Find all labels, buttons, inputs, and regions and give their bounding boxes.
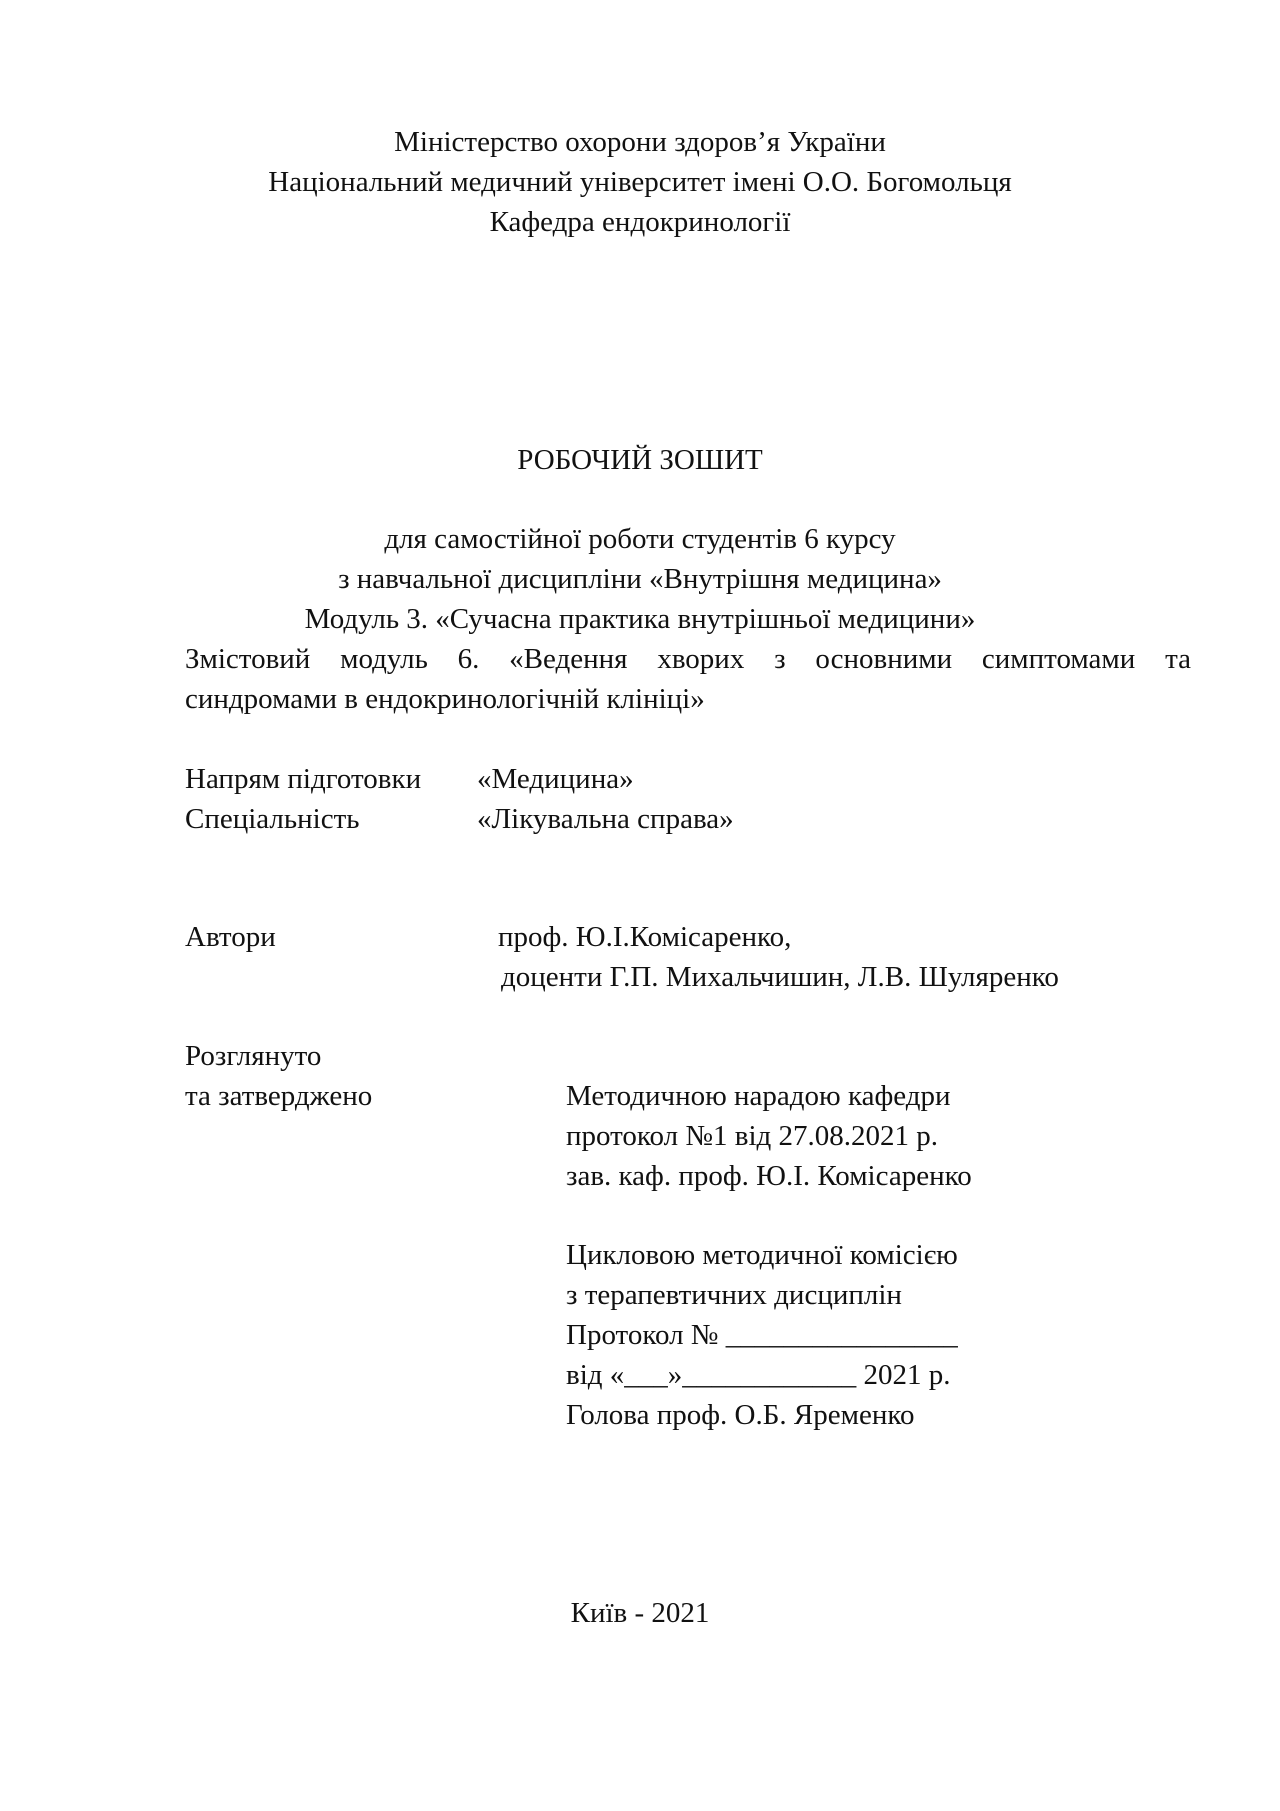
document-title: РОБОЧИЙ ЗОШИТ <box>517 444 763 476</box>
direction-label: Напрям підготовки <box>185 763 422 795</box>
department-head: зав. каф. проф. Ю.І. Комісаренко <box>566 1160 972 1192</box>
authors-label: Автори <box>185 921 276 953</box>
title-line-2: з навчальної дисципліни «Внутрішня медицина» <box>338 563 942 595</box>
ministry-name: Міністерство охорони здоров’я України <box>394 126 886 158</box>
commission-disciplines: з терапевтичних дисциплін <box>566 1279 902 1311</box>
university-name: Національний медичний університет імені О.О. Богомольця <box>268 166 1012 198</box>
approval-label-1: Розглянуто <box>185 1040 322 1072</box>
authors-line-1: проф. Ю.І.Комісаренко, <box>498 921 792 953</box>
commission-name: Цикловою методичної комісією <box>566 1239 958 1271</box>
direction-value: «Медицина» <box>477 763 634 795</box>
department-name: Кафедра ендокринології <box>489 206 791 238</box>
title-line-4: Змістовий модуль 6. «Ведення хворих з основними симптомами та <box>185 643 1191 675</box>
authors-line-2: доценти Г.П. Михальчишин, Л.В. Шуляренко <box>501 961 1059 993</box>
commission-protocol: Протокол № ________________ <box>566 1319 958 1351</box>
title-line-1: для самостійної роботи студентів 6 курсу <box>384 523 896 555</box>
department-protocol: протокол №1 від 27.08.2021 р. <box>566 1120 939 1152</box>
city-year: Київ - 2021 <box>570 1597 710 1629</box>
title-line-3: Модуль 3. «Сучасна практика внутрішньої медицини» <box>304 603 976 635</box>
specialty-label: Спеціальність <box>185 803 360 835</box>
specialty-value: «Лікувальна справа» <box>477 803 734 835</box>
commission-date: від «___»____________ 2021 р. <box>566 1359 951 1391</box>
commission-head: Голова проф. О.Б. Яременко <box>566 1399 915 1431</box>
approval-label-2: та затверджено <box>185 1080 373 1112</box>
title-line-5: синдромами в ендокринологічній клініці» <box>185 683 705 715</box>
department-meeting: Методичною нарадою кафедри <box>566 1080 951 1112</box>
